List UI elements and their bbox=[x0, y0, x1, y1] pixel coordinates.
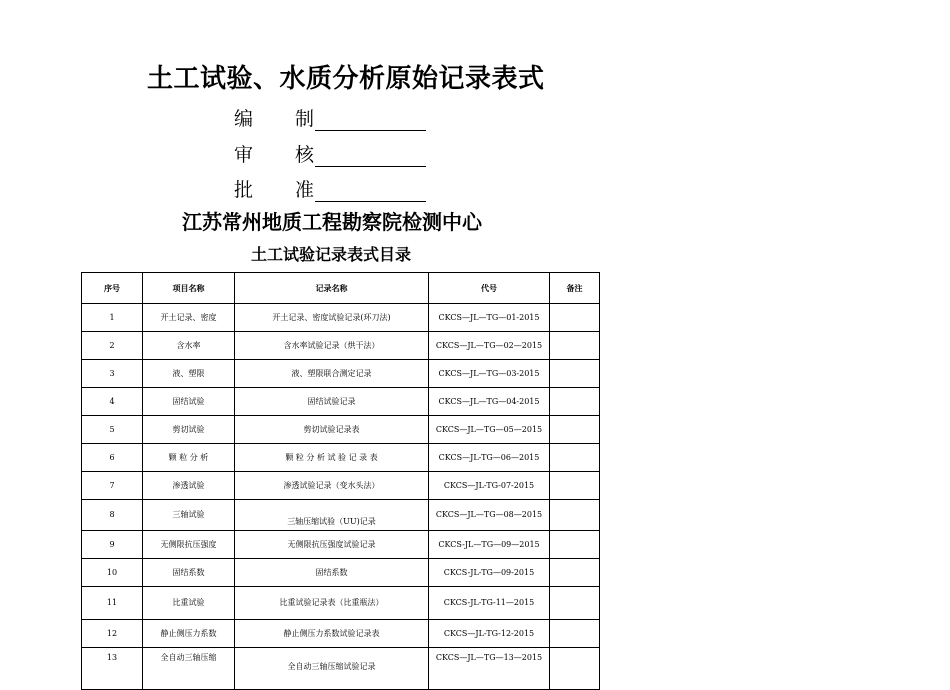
cell-note bbox=[550, 416, 600, 444]
table-row bbox=[82, 416, 600, 444]
cell-note bbox=[550, 332, 600, 360]
cell-no: 11 bbox=[82, 587, 143, 620]
cell-code: CKCS—JL—TG—03-2015 bbox=[429, 360, 550, 388]
cell-item: 液、塑限 bbox=[143, 360, 235, 388]
table-row bbox=[82, 531, 600, 559]
catalog-table bbox=[81, 272, 600, 690]
cell-note bbox=[550, 559, 600, 587]
cell-item: 无侧限抗压强度 bbox=[143, 531, 235, 559]
cell-record: 液、塑限联合测定记录 bbox=[235, 360, 429, 388]
cell-no: 13 bbox=[82, 648, 143, 690]
cell-record: 固结试验记录 bbox=[235, 388, 429, 416]
cell-no: 3 bbox=[82, 360, 143, 388]
table-header-row bbox=[82, 273, 600, 304]
signature-line bbox=[315, 201, 426, 202]
sign-label-char-1: 审 bbox=[234, 144, 254, 166]
cell-note bbox=[550, 304, 600, 332]
table-row bbox=[82, 620, 600, 648]
table-row bbox=[82, 587, 600, 620]
cell-note bbox=[550, 531, 600, 559]
cell-code: CKCS—JL—TG—01-2015 bbox=[429, 304, 550, 332]
cell-item: 固结系数 bbox=[143, 559, 235, 587]
cell-code: CKCS-JL—TG—09—2015 bbox=[429, 531, 550, 559]
cell-item: 开土记录、密度 bbox=[143, 304, 235, 332]
cell-note bbox=[550, 388, 600, 416]
document-title: 土工试验、水质分析原始记录表式 bbox=[147, 64, 545, 94]
cell-record: 剪切试验记录表 bbox=[235, 416, 429, 444]
cell-note bbox=[550, 444, 600, 472]
table-row bbox=[82, 332, 600, 360]
table-row bbox=[82, 648, 600, 690]
cell-record: 比重试验记录表（比重瓶法） bbox=[235, 587, 429, 620]
cell-code: CKCS—JL—TG—02—2015 bbox=[429, 332, 550, 360]
header-record: 记录名称 bbox=[235, 273, 429, 304]
cell-record: 静止侧压力系数试验记录表 bbox=[235, 620, 429, 648]
cell-code: CKCS—JL—TG—13—2015 bbox=[429, 648, 550, 690]
catalog-title: 土工试验记录表式目录 bbox=[251, 245, 412, 264]
header-code: 代号 bbox=[429, 273, 550, 304]
cell-no: 6 bbox=[82, 444, 143, 472]
cell-record: 开土记录、密度试验记录(环刀法) bbox=[235, 304, 429, 332]
cell-record: 全自动三轴压缩试验记录 bbox=[235, 648, 429, 690]
cell-no: 2 bbox=[82, 332, 143, 360]
cell-note bbox=[550, 500, 600, 531]
cell-code: CKCS-JL-TG-11—2015 bbox=[429, 587, 550, 620]
cell-note bbox=[550, 360, 600, 388]
cell-item: 三轴试验 bbox=[143, 500, 235, 531]
cell-record: 固结系数 bbox=[235, 559, 429, 587]
cell-no: 5 bbox=[82, 416, 143, 444]
cell-no: 7 bbox=[82, 472, 143, 500]
sign-row-approve bbox=[234, 175, 434, 205]
cell-no: 10 bbox=[82, 559, 143, 587]
cell-record: 渗透试验记录（变水头法） bbox=[235, 472, 429, 500]
cell-code: CKCS—JL-TG-12-2015 bbox=[429, 620, 550, 648]
sign-row-review bbox=[234, 140, 434, 170]
cell-item: 比重试验 bbox=[143, 587, 235, 620]
cell-note bbox=[550, 472, 600, 500]
table-row bbox=[82, 388, 600, 416]
table-row bbox=[82, 444, 600, 472]
cell-code: CKCS—JL—TG—04-2015 bbox=[429, 388, 550, 416]
cell-item: 颗 粒 分 析 bbox=[143, 444, 235, 472]
cell-item: 含水率 bbox=[143, 332, 235, 360]
cell-item: 静止侧压力系数 bbox=[143, 620, 235, 648]
cell-record: 三轴压缩试验（UU)记录 bbox=[235, 500, 429, 531]
cell-record: 含水率试验记录（烘干法） bbox=[235, 332, 429, 360]
cell-no: 1 bbox=[82, 304, 143, 332]
cell-note bbox=[550, 648, 600, 690]
table-row bbox=[82, 500, 600, 531]
sign-label-char-2: 制 bbox=[295, 108, 315, 130]
sign-label-char-2: 准 bbox=[295, 179, 315, 201]
cell-code: CKCS—JL-TG—06—2015 bbox=[429, 444, 550, 472]
sign-label-char-1: 批 bbox=[234, 179, 254, 201]
header-no: 序号 bbox=[82, 273, 143, 304]
cell-item: 全自动三轴压缩 bbox=[143, 648, 235, 690]
cell-note bbox=[550, 620, 600, 648]
cell-code: CKCS—JL—TG—08—2015 bbox=[429, 500, 550, 531]
cell-no: 12 bbox=[82, 620, 143, 648]
cell-item: 剪切试验 bbox=[143, 416, 235, 444]
cell-item: 渗透试验 bbox=[143, 472, 235, 500]
cell-code: CKCS-JL-TG—09-2015 bbox=[429, 559, 550, 587]
cell-item: 固结试验 bbox=[143, 388, 235, 416]
signature-line bbox=[315, 130, 426, 131]
header-note: 备注 bbox=[550, 273, 600, 304]
organization-name: 江苏常州地质工程勘察院检测中心 bbox=[182, 210, 482, 234]
header-item: 项目名称 bbox=[143, 273, 235, 304]
signature-line bbox=[315, 166, 426, 167]
cell-no: 9 bbox=[82, 531, 143, 559]
table-row bbox=[82, 472, 600, 500]
sign-label-char-2: 核 bbox=[295, 144, 315, 166]
cell-note bbox=[550, 587, 600, 620]
cell-no: 4 bbox=[82, 388, 143, 416]
table-row bbox=[82, 304, 600, 332]
cell-record: 无侧限抗压强度试验记录 bbox=[235, 531, 429, 559]
cell-no: 8 bbox=[82, 500, 143, 531]
cell-record: 颗 粒 分 析 试 验 记 录 表 bbox=[235, 444, 429, 472]
cell-code: CKCS—JL-TG-07-2015 bbox=[429, 472, 550, 500]
sign-label-char-1: 编 bbox=[234, 108, 254, 130]
cell-code: CKCS—JL—TG—05—2015 bbox=[429, 416, 550, 444]
table-row bbox=[82, 360, 600, 388]
sign-row-compile bbox=[234, 104, 434, 134]
table-row bbox=[82, 559, 600, 587]
